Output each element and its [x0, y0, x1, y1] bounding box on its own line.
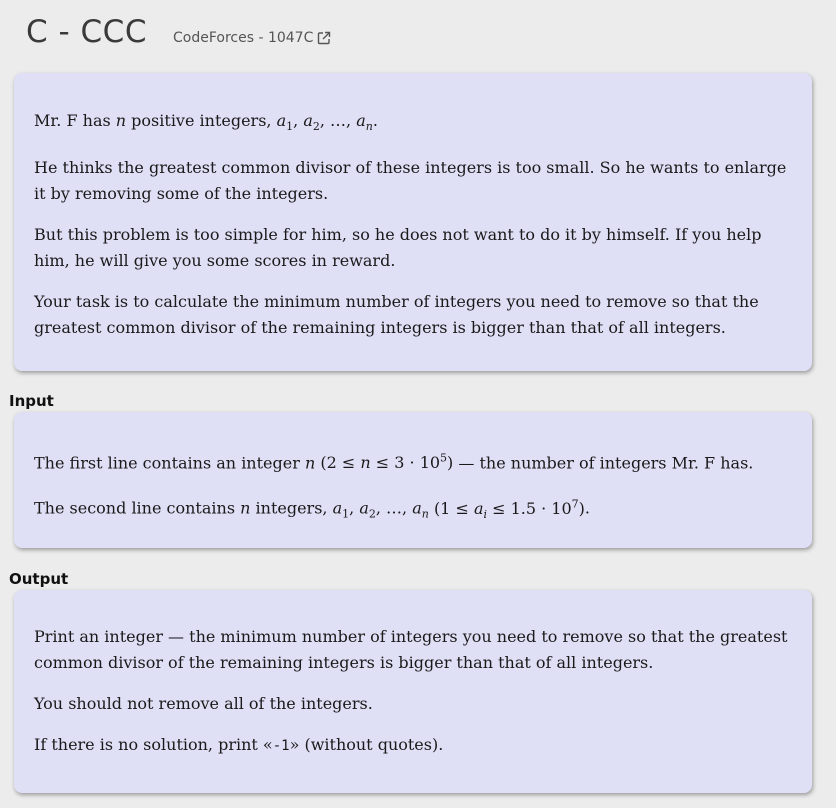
problem-title: C - CCC — [26, 14, 147, 50]
external-link-icon[interactable] — [317, 31, 331, 45]
input-card — [14, 412, 812, 548]
legend-paragraph-3: But this problem is too simple for him, so he does not want to do it by himself. If you help him, he will give you some scores in reward. — [34, 225, 762, 271]
output-card — [14, 590, 812, 793]
input-paragraph-2: The second line contains n integers, $a_1$, $a_2$, …, $a_n$ $(1 \le a_i \le 1.5 \cdot 10^7)$. — [34, 497, 590, 521]
legend-card — [14, 73, 812, 371]
problem-header — [26, 14, 331, 58]
output-paragraph-3: If there is no solution, print «-1» (without quotes). — [34, 735, 444, 754]
legend-paragraph-4: Your task is to calculate the minimum number of integers you need to remove so that the greatest common divisor of the remaining integers is bigger than that of all integers. — [34, 292, 759, 338]
legend-paragraph-2: He thinks the greatest common divisor of these integers is too small. So he wants to enlarge it by removing some of the integers. — [34, 158, 787, 204]
problem-source[interactable] — [173, 30, 331, 46]
input-section-label: Input — [9, 392, 54, 410]
legend-paragraph-1: Mr. F has n positive integers, $a_1$, $a_2$, …, $a_n$. — [34, 111, 378, 134]
input-paragraph-1: The first line contains an integer n $(2 \le n \le 3 \cdot 10^5)$ — the number of integers Mr. F has. — [34, 452, 754, 473]
output-section-label: Output — [9, 570, 69, 588]
problem-source-text[interactable]: CodeForces - 1047C — [172, 30, 314, 46]
output-paragraph-1: Print an integer — the minimum number of integers you need to remove so that the greatest common divisor of the remaining integers is bigger than that of all integers. — [34, 627, 788, 672]
output-paragraph-2: You should not remove all of the integers. — [34, 694, 373, 713]
